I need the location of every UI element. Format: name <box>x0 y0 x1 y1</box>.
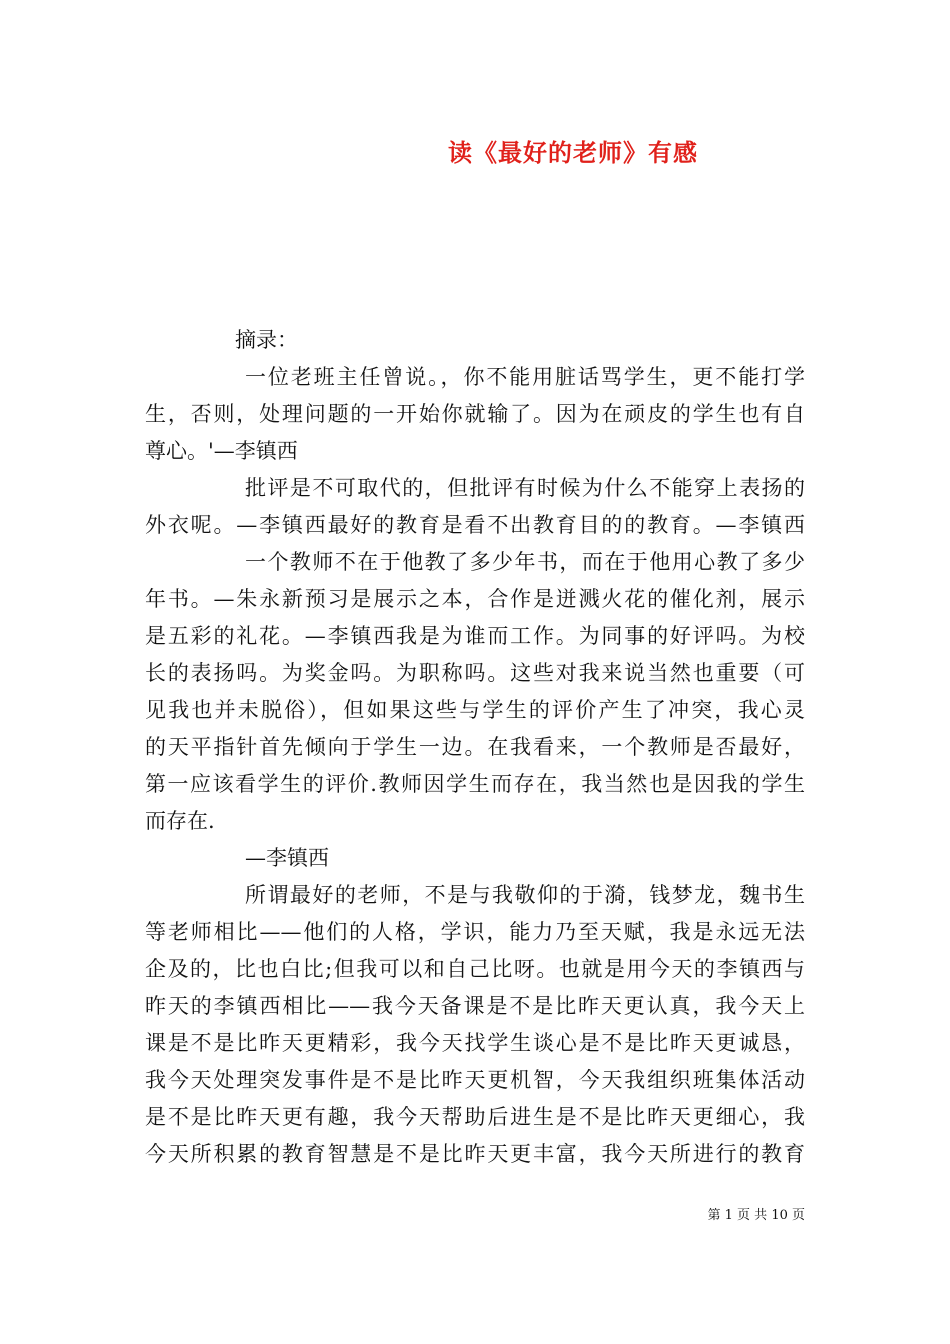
text-line: 外衣呢。—李镇西最好的教育是看不出教育目的的教育。—李镇西 <box>145 513 805 537</box>
text-line: 的天平指针首先倾向于学生一边。在我看来，一个教师是否最好， <box>145 735 805 759</box>
document-title: 读《最好的老师》有感 <box>448 138 698 167</box>
text-line: 第一应该看学生的评价.教师因学生而存在，我当然也是因我的学生 <box>145 772 805 796</box>
text-line: 一位老班主任曾说。，你不能用脏话骂学生，更不能打学 <box>245 365 805 389</box>
text-line: 摘录： <box>235 328 298 352</box>
text-line: 所谓最好的老师，不是与我敬仰的于漪，钱梦龙，魏书生 <box>245 883 805 907</box>
text-line: 长的表扬吗。为奖金吗。为职称吗。这些对我来说当然也重要（可 <box>145 661 805 685</box>
text-line: 而存在. <box>145 809 215 833</box>
text-line: 昨天的李镇西相比——我今天备课是不是比昨天更认真，我今天上 <box>145 994 805 1018</box>
text-line: —李镇西 <box>245 846 329 870</box>
text-line: 批评是不可取代的，但批评有时候为什么不能穿上表扬的 <box>245 476 805 500</box>
text-line: 一个教师不在于他教了多少年书，而在于他用心教了多少 <box>245 550 805 574</box>
text-line: 今天所积累的教育智慧是不是比昨天更丰富，我今天所进行的教育 <box>145 1142 805 1166</box>
text-line: 见我也并未脱俗），但如果这些与学生的评价产生了冲突，我心灵 <box>145 698 805 722</box>
page-number: 第 1 页 共 10 页 <box>707 1208 805 1223</box>
document-body <box>145 322 805 1173</box>
text-line: 尊心。'—李镇西 <box>145 439 298 463</box>
text-line: 等老师相比——他们的人格，学识，能力乃至天赋，我是永远无法 <box>145 920 805 944</box>
text-line: 是五彩的礼花。—李镇西我是为谁而工作。为同事的好评吗。为校 <box>145 624 805 648</box>
text-line: 是不是比昨天更有趣，我今天帮助后进生是不是比昨天更细心，我 <box>145 1105 805 1129</box>
text-line: 年书。—朱永新预习是展示之本，合作是迸溅火花的催化剂，展示 <box>145 587 805 611</box>
text-line: 课是不是比昨天更精彩，我今天找学生谈心是不是比昨天更诚恳， <box>145 1031 805 1055</box>
text-line: 企及的，比也白比;但我可以和自己比呀。也就是用今天的李镇西与 <box>145 957 805 981</box>
text-line: 我今天处理突发事件是不是比昨天更机智，今天我组织班集体活动 <box>145 1068 805 1092</box>
text-line: 生，否则，处理问题的一开始你就输了。因为在顽皮的学生也有自 <box>145 402 805 426</box>
